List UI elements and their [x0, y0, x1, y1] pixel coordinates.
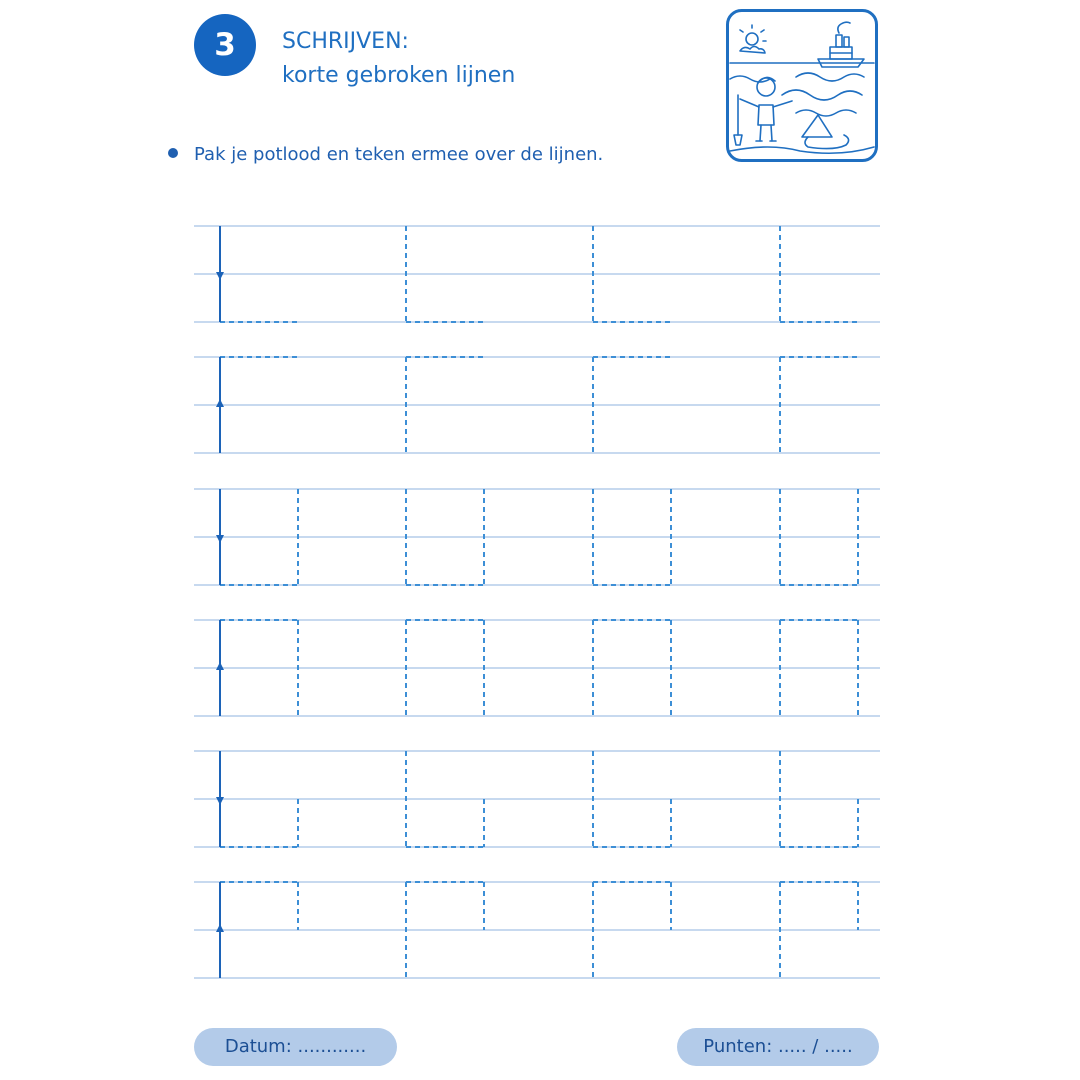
- arrow-down-icon: [216, 272, 224, 280]
- datum-field[interactable]: Datum: ............: [194, 1028, 397, 1066]
- arrow-down-icon: [216, 535, 224, 543]
- exercise-subtitle: korte gebroken lijnen: [282, 63, 516, 88]
- arrow-up-icon: [216, 662, 224, 670]
- exercise-number-badge: 3: [194, 14, 256, 76]
- instruction-text: Pak je potlood en teken ermee over de lijnen.: [194, 144, 604, 165]
- arrow-up-icon: [216, 399, 224, 407]
- exercise-title: SCHRIJVEN:: [282, 29, 409, 54]
- arrow-up-icon: [216, 924, 224, 932]
- punten-field[interactable]: Punten: ..... / .....: [677, 1028, 879, 1066]
- arrow-down-icon: [216, 797, 224, 805]
